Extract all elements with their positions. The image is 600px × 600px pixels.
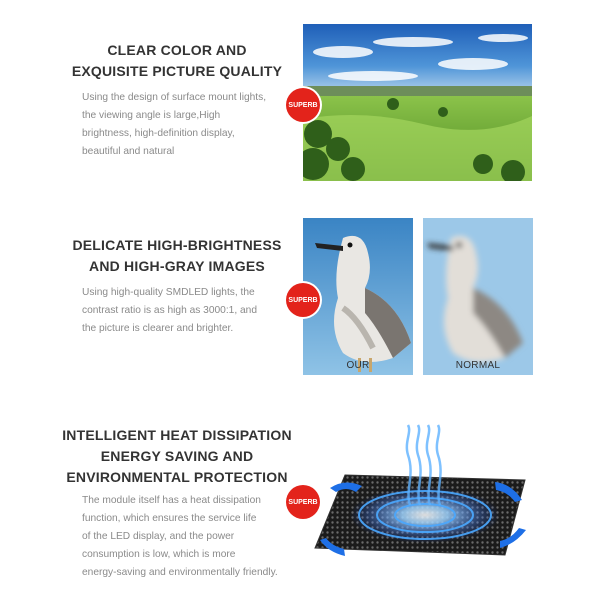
- title-line: AND HIGH-GRAY IMAGES: [89, 258, 265, 274]
- section-description: [82, 492, 287, 582]
- desc-line: consumption is low, which is more: [82, 549, 236, 560]
- section-description: [82, 89, 287, 161]
- section-description: [82, 284, 287, 338]
- title-line: INTELLIGENT HEAT DISSIPATION: [62, 427, 292, 443]
- title-line: CLEAR COLOR AND: [107, 42, 247, 58]
- title-line: DELICATE HIGH-BRIGHTNESS: [72, 237, 282, 253]
- title-line: ENERGY SAVING AND: [100, 448, 254, 464]
- desc-line: of the LED display, and the power: [82, 531, 235, 542]
- led-module-heat-illustration: [290, 420, 540, 570]
- desc-line: Using the design of surface mount lights,: [82, 92, 267, 103]
- desc-line: the viewing angle is large,High: [82, 110, 221, 121]
- section-title: [52, 425, 302, 488]
- title-line: ENVIRONMENTAL PROTECTION: [66, 469, 288, 485]
- title-line: EXQUISITE PICTURE QUALITY: [71, 63, 283, 79]
- seagull-photo-normal: [423, 218, 533, 375]
- superb-badge: SUPERB: [286, 485, 320, 519]
- section-title: [62, 40, 292, 82]
- desc-line: brightness, high-definition display,: [82, 128, 235, 139]
- caption-our: OUR: [346, 360, 370, 371]
- desc-line: beautiful and natural: [82, 146, 175, 157]
- caption-normal: NORMAL: [455, 360, 501, 371]
- landscape-photo: [303, 24, 532, 181]
- section-title: [62, 235, 292, 277]
- desc-line: function, which ensures the service life: [82, 513, 257, 524]
- superb-badge: SUPERB: [286, 283, 320, 317]
- desc-line: Using high-quality SMDLED lights, the: [82, 287, 255, 298]
- desc-line: The module itself has a heat dissipation: [82, 495, 261, 506]
- desc-line: energy-saving and environmentally friendly.: [82, 567, 278, 578]
- desc-line: contrast ratio is as high as 3000:1, and: [82, 305, 257, 316]
- superb-badge: SUPERB: [286, 88, 320, 122]
- desc-line: the picture is clearer and brighter.: [82, 323, 234, 334]
